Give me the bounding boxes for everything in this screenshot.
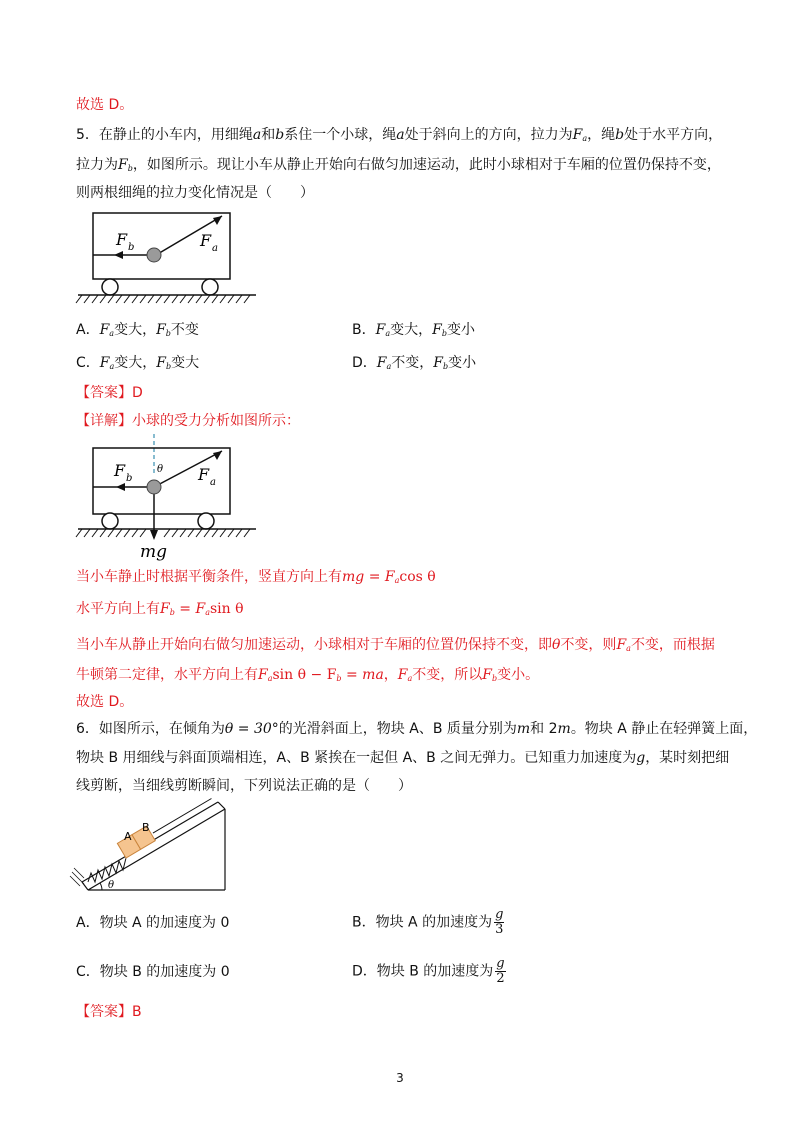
block-a-label: A [124, 830, 132, 843]
q6-option-a[interactable]: A．物块 A 的加速度为 0 [76, 915, 230, 931]
theta-label: θ [108, 880, 115, 891]
q6-stem-line1: 6．如图所示，在倾角为θ = 30°的光滑斜面上，物块 A、B 质量分别为m和 2m。物块 A 静止在轻弹簧上面， [76, 721, 758, 737]
theta-label: θ [157, 464, 164, 475]
q5-stem-line1: 5．在静止的小车内，用细绳a和b系住一个小球，绳a处于斜向上的方向，拉力为$F_a$，绳b处于水平方向， [76, 127, 723, 143]
svg-text:b: b [126, 473, 133, 484]
fa-label: F [200, 231, 212, 250]
q5-option-d[interactable]: D．$F_a$不变，$F_b$变小 [352, 355, 477, 371]
q5-stem-line3: 则两根细绳的拉力变化情况是（ ） [76, 185, 314, 201]
q6-option-d[interactable]: D．物块 B 的加速度为 $\frac{g}{2}$ [352, 956, 505, 986]
q5-answer: 【答案】D [76, 385, 143, 401]
svg-text:b: b [128, 242, 135, 253]
q5-option-b[interactable]: B．$F_a$变大，$F_b$变小 [352, 322, 475, 338]
fb-label: F [116, 230, 128, 249]
q5-option-c[interactable]: C．$F_a$变大，$F_b$变大 [76, 355, 200, 371]
fb-label: F [114, 461, 126, 480]
svg-text:a: a [210, 477, 216, 488]
mg-label: mg [140, 542, 168, 562]
q6-option-b[interactable]: B．物块 A 的加速度为 $\frac{g}{3}$ [352, 907, 504, 937]
fraction-g-over-2: $\frac{g}{2}$ [496, 956, 505, 986]
page-number: 3 [396, 1071, 404, 1085]
cart-figure [76, 208, 261, 308]
q5-option-a[interactable]: A．$F_a$变大，$F_b$不变 [76, 322, 199, 338]
detail-line-4: 牛顿第二定律，水平方向上有$F_a\sin$ $\theta - F_b$ = ma，$F_a$不变，所以$F_b$变小。 [76, 667, 540, 683]
fraction-g-over-3: $\frac{g}{3}$ [495, 907, 504, 937]
svg-text:a: a [212, 243, 218, 254]
q6-option-c[interactable]: C．物块 B 的加速度为 0 [76, 964, 230, 980]
q5-stem-line2: 拉力为$F_b$，如图所示。现让小车从静止开始向右做匀加速运动，此时小球相对于车厢的位置仍保持不变， [76, 157, 721, 173]
detail-line-3: 当小车从静止开始向右做匀加速运动，小球相对于车厢的位置仍保持不变，即θ不变，则$F_a$不变，而根据 [76, 637, 715, 653]
q6-stem-line2: 物块 B 用细线与斜面顶端相连，A、B 紧挨在一起但 A、B 之间无弹力。已知重力加速度为g，某时刻把细 [76, 750, 730, 766]
detail-line-2: 水平方向上有$F_b = F_a\sin$ θ [76, 601, 244, 617]
q6-answer: 【答案】B [76, 1004, 142, 1020]
fa-label: F [198, 465, 210, 484]
conclusion-text-2: 故选 D。 [76, 694, 134, 710]
detail-line-1: 当小车静止时根据平衡条件，竖直方向上有mg = $F_a\cos$ θ [76, 569, 436, 585]
block-b-label: B [142, 821, 150, 834]
q5-detail-heading: 【详解】小球的受力分析如图所示： [76, 413, 300, 429]
q6-stem-line3: 线剪断，当细线剪断瞬间，下列说法正确的是（ ） [76, 778, 412, 794]
conclusion-text: 故选 D。 [76, 97, 134, 113]
force-analysis-figure [76, 434, 261, 564]
incline-figure [70, 802, 245, 897]
